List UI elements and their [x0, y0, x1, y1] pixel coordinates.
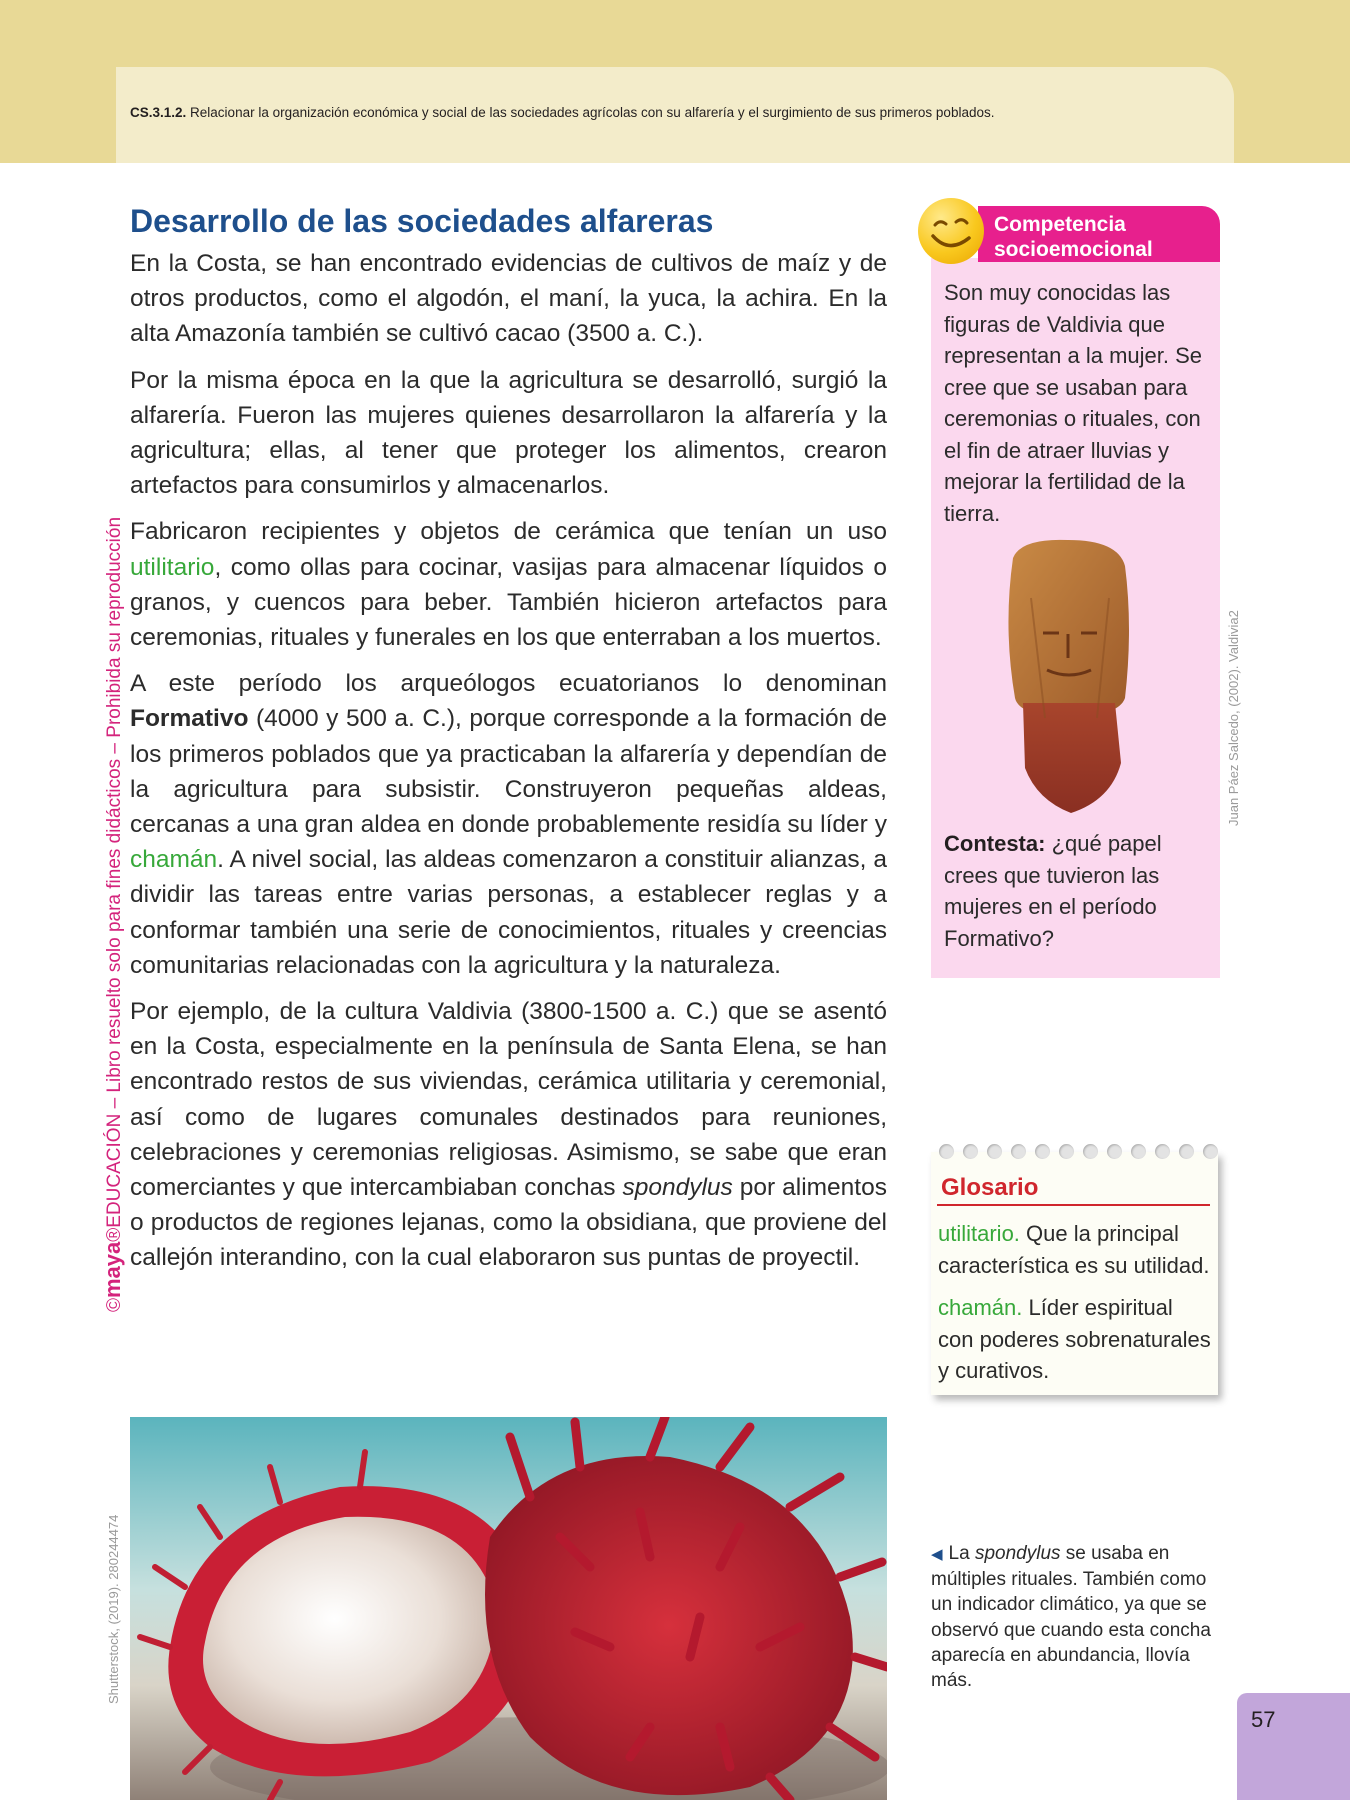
- hole: [1059, 1144, 1074, 1159]
- term-utilitario: utilitario: [130, 553, 215, 581]
- copyright-symbol: ©: [104, 1298, 125, 1312]
- hole: [1107, 1144, 1122, 1159]
- hole: [1035, 1144, 1050, 1159]
- paragraph-5-text-a: Por ejemplo, de la cultura Valdivia (3800-1500 a. C.) que se asentó en la Costa, especialmente en la península de Santa Elena, se han encontrado restos de sus viviendas, cerámica utilitaria y ceremonial, así como de lugares comunales destinados para reuniones, celebraciones y ceremonias religiosas. Asimismo, se sabe que eran comerciantes y que intercambiaban conchas: [130, 998, 887, 1202]
- term-formativo: Formativo: [130, 705, 249, 733]
- hole: [1155, 1144, 1170, 1159]
- paragraph-3-text-a: Fabricaron recipientes y objetos de cerámica que tenían un uso: [130, 518, 887, 546]
- competencia-title: [994, 212, 1153, 262]
- spondylus-photo: [130, 1417, 887, 1800]
- brand-name: maya: [100, 1241, 125, 1298]
- hole: [1203, 1144, 1218, 1159]
- photo-caption: [931, 1541, 1231, 1693]
- competencia-header: [978, 206, 1220, 262]
- copyright-notice: EDUCACIÓN – Libro resuelto solo para fines didácticos – Prohibida su reproducción: [104, 516, 125, 1228]
- caption-text-b: se usaba en múltiples rituales. También como un indicador climático, ya que se observó que cuando esta concha aparecía en abundancia, llovía más.: [931, 1543, 1211, 1692]
- paragraph-3-text-b: , como ollas para cocinar, vasijas para almacenar líquidos o granos, y cuencos para beber. También hicieron artefactos para ceremonias, rituales y funerales en los que enterraban a los muertos.: [130, 553, 887, 652]
- curriculum-standard: [130, 105, 1220, 120]
- glossary-definition: Líder espiritual con poderes sobrenaturales y curativos.: [938, 1295, 1211, 1383]
- glossary-entry-chaman: [938, 1292, 1213, 1387]
- glossary-entry-utilitario: [938, 1218, 1213, 1281]
- competencia-title-line2: socioemocional: [994, 238, 1153, 261]
- glossary-definition: Que la principal característica es su utilidad.: [938, 1221, 1210, 1278]
- glossary-title: Glosario: [941, 1174, 1039, 1201]
- standard-text: Relacionar la organización económica y social de las sociedades agrícolas con su alfarería y el surgimiento de sus primeros poblados.: [190, 105, 995, 120]
- hole: [1011, 1144, 1026, 1159]
- question-label: Contesta:: [944, 831, 1046, 856]
- paragraph-5: [130, 994, 887, 1276]
- paragraph-4-text-c: . A nivel social, las aldeas comenzaron a constituir alianzas, a dividir las tareas entre varias personas, a establecer reglas y a conformar también una serie de conocimientos, rituales y creencias comunitarias relacionadas con la agricultura y la naturaleza.: [130, 846, 887, 979]
- caption-text-a: La: [948, 1543, 975, 1564]
- notebook-holes: [939, 1144, 1219, 1160]
- photo-credit: Shutterstock, (2019). 280244474: [106, 1514, 121, 1704]
- hole: [1131, 1144, 1146, 1159]
- page-title: Desarrollo de las sociedades alfareras: [130, 203, 714, 239]
- caption-pointer-icon: ◀: [931, 1546, 943, 1563]
- page-number-tab: [1237, 1693, 1350, 1800]
- paragraph-3: [130, 514, 887, 655]
- question-text: ¿qué papel crees que tuvieron las mujeres en el período Formativo?: [944, 831, 1162, 951]
- term-chaman: chamán: [130, 846, 218, 874]
- glossary-rule: [937, 1204, 1210, 1206]
- valdivia-figure-image: [993, 538, 1143, 813]
- paragraph-2: Por la misma época en la que la agricultura se desarrolló, surgió la alfarería. Fueron las mujeres quienes desarrollaron la alfarería y la agricultura; ellas, al tener que proteger los alimentos, crearon artefactos para consumirlos y almacenarlos.: [130, 366, 887, 500]
- registered-mark: ®: [104, 1227, 125, 1242]
- paragraph-5-text-b: por alimentos o productos de regiones lejanas, como la obsidiana, que proviene del callejón interandino, con la cual elaboraron sus puntas de proyectil.: [130, 1174, 887, 1272]
- competencia-question: [944, 828, 1212, 954]
- glossary-box: [931, 1152, 1218, 1395]
- figure-image-credit: Juan Páez Salcedo, (2002). Valdivia2: [1226, 610, 1241, 826]
- glossary-term: chamán.: [938, 1295, 1023, 1320]
- copyright-side-text: [100, 517, 126, 1312]
- competencia-title-line1: Competencia: [994, 213, 1126, 236]
- glossary-term: utilitario.: [938, 1221, 1020, 1246]
- main-content: [130, 200, 887, 1287]
- paragraph-1: En la Costa, se han encontrado evidencias de cultivos de maíz y de otros productos, como el algodón, el maní, la yuca, la achira. En la alta Amazonía también se cultivó cacao (3500 a. C.).: [130, 250, 887, 348]
- hole: [939, 1144, 954, 1159]
- hole: [1179, 1144, 1194, 1159]
- competencia-text: Son muy conocidas las figuras de Valdivia que representan a la mujer. Se cree que se usaban para ceremonias o rituales, con el fin de atraer lluvias y mejorar la fertilidad de la tierra.: [944, 280, 1203, 526]
- hole: [987, 1144, 1002, 1159]
- term-spondylus: spondylus: [622, 1174, 733, 1202]
- paragraph-4-text-a: A este período los arqueólogos ecuatorianos lo denominan: [130, 670, 887, 698]
- standard-code: CS.3.1.2.: [130, 105, 187, 120]
- curriculum-standard-box: [116, 67, 1234, 163]
- page-number: 57: [1251, 1707, 1276, 1732]
- hole: [1083, 1144, 1098, 1159]
- smiley-icon: [918, 198, 984, 264]
- paragraph-4: [130, 666, 887, 983]
- hole: [963, 1144, 978, 1159]
- paragraph-4-text-b: (4000 y 500 a. C.), porque corresponde a la formación de los primeros poblados que ya practicaban la alfarería y dependían de la agricultura para subsistir. Construyeron pequeñas aldeas, cercanas a una gran aldea en donde probablemente residía su líder y: [130, 705, 887, 839]
- caption-italic-term: spondylus: [974, 1543, 1061, 1564]
